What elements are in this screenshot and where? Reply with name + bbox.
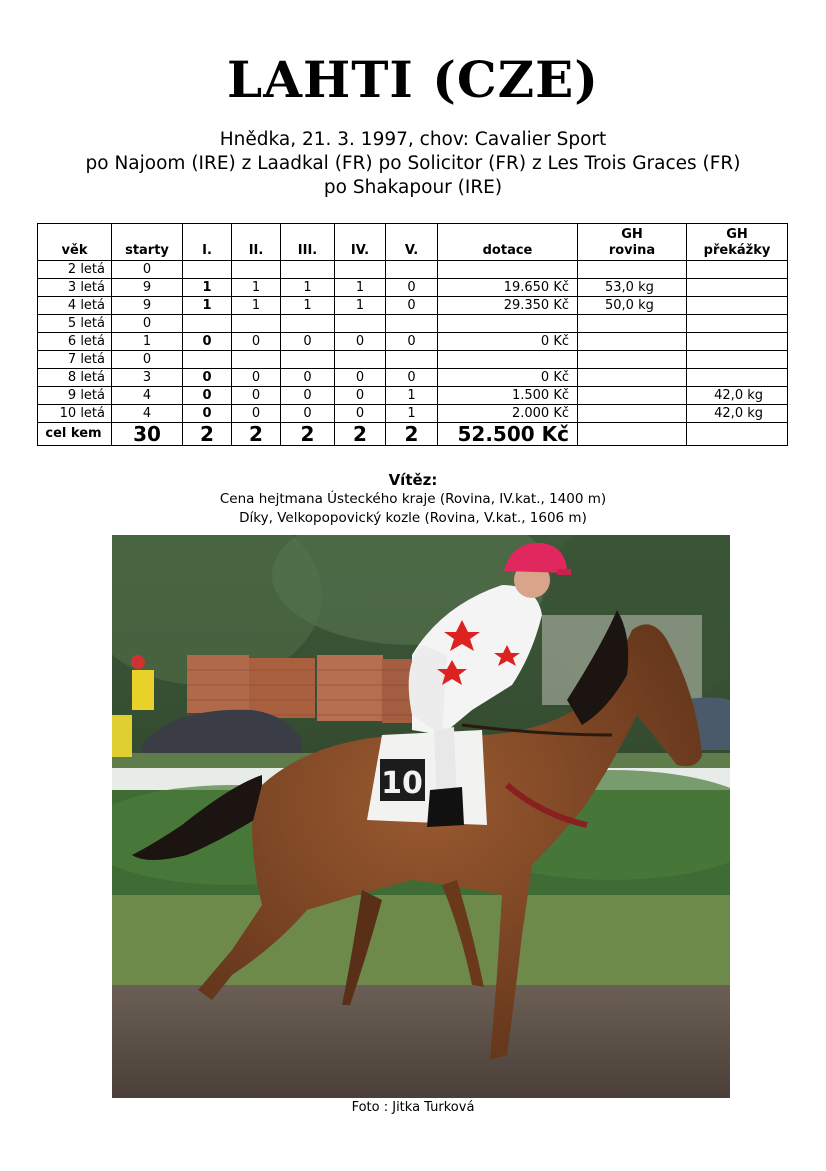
cell-place-5: 1	[386, 405, 438, 423]
total-gh-jump	[687, 423, 788, 446]
cell-place-5: 0	[386, 297, 438, 315]
cell-place-1: 0	[183, 405, 232, 423]
total-gh-flat	[578, 423, 687, 446]
cell-place-3: 0	[281, 369, 335, 387]
cell-prize: 19.650 Kč	[438, 279, 578, 297]
cell-place-1: 0	[183, 369, 232, 387]
pedigree-line-2: po Najoom (IRE) z Laadkal (FR) po Solicitor (FR) z Les Trois Graces (FR)	[85, 153, 741, 174]
cell-age: 3 letá	[38, 279, 112, 297]
cell-gh-jump	[687, 315, 788, 333]
total-prize: 52.500 Kč	[438, 423, 578, 446]
cell-place-1: 1	[183, 279, 232, 297]
winner-section	[0, 470, 826, 528]
cell-place-1	[183, 315, 232, 333]
cell-place-1: 0	[183, 333, 232, 351]
table-row	[38, 351, 788, 369]
header-prize: dotace	[438, 224, 578, 261]
cell-starts: 9	[112, 279, 183, 297]
cell-place-4	[335, 351, 386, 369]
cell-age: 9 letá	[38, 387, 112, 405]
horse-photo	[112, 535, 730, 1098]
cell-place-5: 0	[386, 333, 438, 351]
cell-starts: 1	[112, 333, 183, 351]
cell-gh-flat	[578, 351, 687, 369]
cell-gh-flat: 53,0 kg	[578, 279, 687, 297]
cell-starts: 0	[112, 315, 183, 333]
cell-prize	[438, 351, 578, 369]
cell-prize: 2.000 Kč	[438, 405, 578, 423]
cell-place-4: 0	[335, 369, 386, 387]
cell-place-5	[386, 351, 438, 369]
winner-race-1: Cena hejtmana Ústeckého kraje (Rovina, IV.kat., 1400 m)	[219, 491, 607, 507]
cell-place-5: 0	[386, 369, 438, 387]
cell-gh-flat	[578, 315, 687, 333]
horse-name: LAHTI (CZE)	[227, 50, 599, 109]
cell-gh-jump: 42,0 kg	[687, 405, 788, 423]
cell-place-2: 1	[232, 279, 281, 297]
cell-age: 2 letá	[38, 261, 112, 279]
cell-place-1	[183, 351, 232, 369]
cell-gh-jump	[687, 279, 788, 297]
cell-gh-flat	[578, 369, 687, 387]
cell-gh-jump	[687, 261, 788, 279]
winner-label: Vítěz:	[388, 471, 438, 489]
cell-gh-flat: 50,0 kg	[578, 297, 687, 315]
cell-place-4: 0	[335, 333, 386, 351]
cell-starts: 9	[112, 297, 183, 315]
cell-place-3: 0	[281, 405, 335, 423]
cell-gh-jump	[687, 297, 788, 315]
header-starts: starty	[112, 224, 183, 261]
cell-place-4	[335, 261, 386, 279]
saddle-number: 10	[381, 766, 423, 801]
cell-place-3: 0	[281, 333, 335, 351]
cell-place-3	[281, 351, 335, 369]
total-place-1: 2	[183, 423, 232, 446]
header-place-1: I.	[183, 224, 232, 261]
cell-place-5: 0	[386, 279, 438, 297]
table-row	[38, 315, 788, 333]
cell-place-4: 1	[335, 279, 386, 297]
cell-age: 4 letá	[38, 297, 112, 315]
header-age: věk	[38, 224, 112, 261]
cell-place-3	[281, 315, 335, 333]
grass	[112, 895, 730, 990]
cell-age: 7 letá	[38, 351, 112, 369]
table-row	[38, 369, 788, 387]
cell-age: 8 letá	[38, 369, 112, 387]
cell-age: 5 letá	[38, 315, 112, 333]
header-gh-jump	[687, 224, 788, 261]
cell-prize: 29.350 Kč	[438, 297, 578, 315]
horse-pedigree	[0, 128, 826, 200]
cell-gh-flat	[578, 405, 687, 423]
cell-prize	[438, 315, 578, 333]
total-label: cel kem	[38, 423, 112, 446]
cell-gh-jump	[687, 333, 788, 351]
cell-place-3: 1	[281, 279, 335, 297]
cell-place-2: 0	[232, 405, 281, 423]
cell-prize: 0 Kč	[438, 333, 578, 351]
cell-place-4: 0	[335, 405, 386, 423]
saddle-cloth	[367, 730, 487, 825]
table-row	[38, 405, 788, 423]
race-stats-table	[37, 223, 788, 446]
total-starts: 30	[112, 423, 183, 446]
cell-gh-flat	[578, 387, 687, 405]
table-total-row	[38, 423, 788, 446]
cell-prize	[438, 261, 578, 279]
cell-starts: 3	[112, 369, 183, 387]
cell-gh-flat	[578, 261, 687, 279]
table-row	[38, 279, 788, 297]
cell-place-1: 0	[183, 387, 232, 405]
cell-place-5	[386, 315, 438, 333]
cell-place-3	[281, 261, 335, 279]
cell-starts: 0	[112, 261, 183, 279]
cell-gh-jump	[687, 351, 788, 369]
winner-race-2: Díky, Velkopopovický kozle (Rovina, V.kat., 1606 m)	[239, 510, 587, 526]
total-place-4: 2	[335, 423, 386, 446]
cell-gh-jump	[687, 369, 788, 387]
cell-gh-jump: 42,0 kg	[687, 387, 788, 405]
table-row	[38, 387, 788, 405]
cell-place-2: 0	[232, 333, 281, 351]
pedigree-line-3: po Shakapour (IRE)	[323, 177, 503, 198]
cell-place-5	[386, 261, 438, 279]
cell-starts: 0	[112, 351, 183, 369]
cell-place-1: 1	[183, 297, 232, 315]
cell-place-4: 0	[335, 387, 386, 405]
cell-place-2	[232, 315, 281, 333]
header-gh-flat	[578, 224, 687, 261]
horse-photo-illustration	[112, 535, 730, 1098]
cell-place-1	[183, 261, 232, 279]
cell-gh-flat	[578, 333, 687, 351]
cell-place-4: 1	[335, 297, 386, 315]
total-place-2: 2	[232, 423, 281, 446]
pedigree-line-1: Hnědka, 21. 3. 1997, chov: Cavalier Sport	[219, 129, 607, 150]
cell-place-5: 1	[386, 387, 438, 405]
cell-place-2	[232, 261, 281, 279]
photo-caption: Foto : Jitka Turková	[351, 1100, 475, 1115]
cell-place-3: 0	[281, 387, 335, 405]
cell-starts: 4	[112, 405, 183, 423]
cell-place-2: 0	[232, 387, 281, 405]
header-place-4: IV.	[335, 224, 386, 261]
total-place-5: 2	[386, 423, 438, 446]
table-row	[38, 333, 788, 351]
cell-place-3: 1	[281, 297, 335, 315]
cell-place-2	[232, 351, 281, 369]
header-place-2: II.	[232, 224, 281, 261]
cell-age: 10 letá	[38, 405, 112, 423]
dirt-track	[112, 985, 730, 1098]
header-gh-jump-line-1: GH	[726, 227, 748, 242]
header-gh-flat-line-1: GH	[621, 227, 643, 242]
cell-prize: 0 Kč	[438, 369, 578, 387]
header-gh-jump-line-2: překážky	[703, 243, 771, 258]
cell-prize: 1.500 Kč	[438, 387, 578, 405]
table-row	[38, 297, 788, 315]
cell-place-2: 1	[232, 297, 281, 315]
cell-place-4	[335, 315, 386, 333]
cell-place-2: 0	[232, 369, 281, 387]
header-gh-flat-line-2: rovina	[608, 243, 656, 258]
header-place-3: III.	[281, 224, 335, 261]
cell-starts: 4	[112, 387, 183, 405]
table-row	[38, 261, 788, 279]
cell-age: 6 letá	[38, 333, 112, 351]
header-place-5: V.	[386, 224, 438, 261]
total-place-3: 2	[281, 423, 335, 446]
table-header-row	[38, 224, 788, 261]
